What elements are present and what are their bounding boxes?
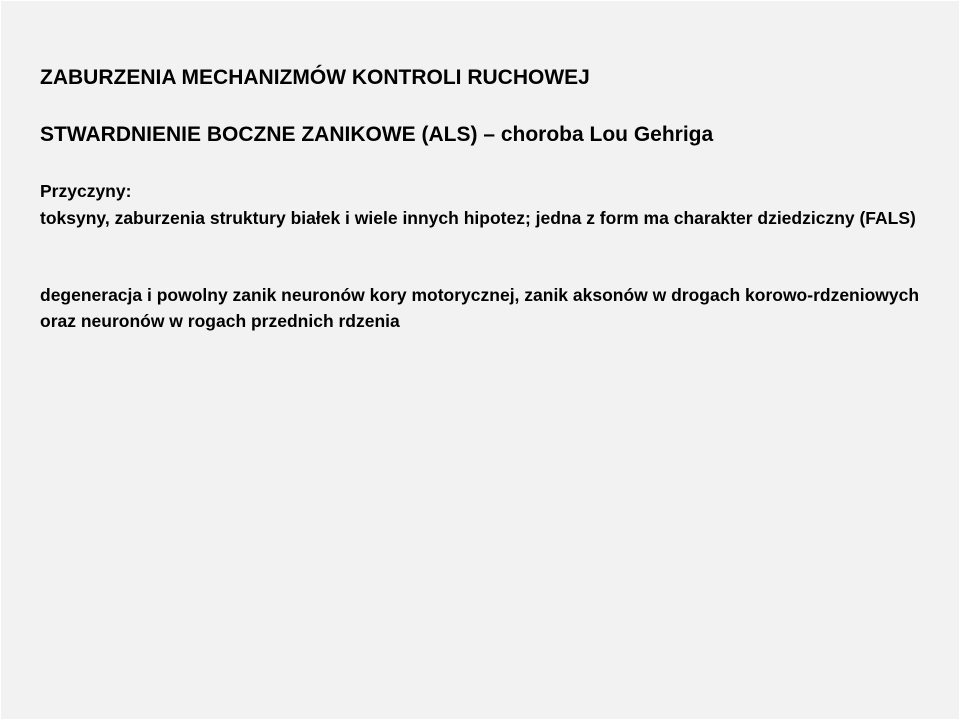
causes-text: toksyny, zaburzenia struktury białek i wiele innych hipotez; jedna z form ma charakter dziedziczny (FALS) bbox=[40, 208, 916, 228]
slide-title: ZABURZENIA MECHANIZMÓW KONTROLI RUCHOWEJ bbox=[40, 66, 590, 89]
causes-label: Przyczyny: bbox=[40, 181, 132, 201]
slide-subtitle: STWARDNIENIE BOCZNE ZANIKOWE (ALS) – choroba Lou Gehriga bbox=[40, 123, 714, 146]
degeneration-text: degeneracja i powolny zanik neuronów kory motorycznej, zanik aksonów w drogach korowo-rdzeniowych oraz neuronów w rogach przednich rdzenia bbox=[40, 285, 920, 331]
slide bbox=[1, 1, 959, 719]
